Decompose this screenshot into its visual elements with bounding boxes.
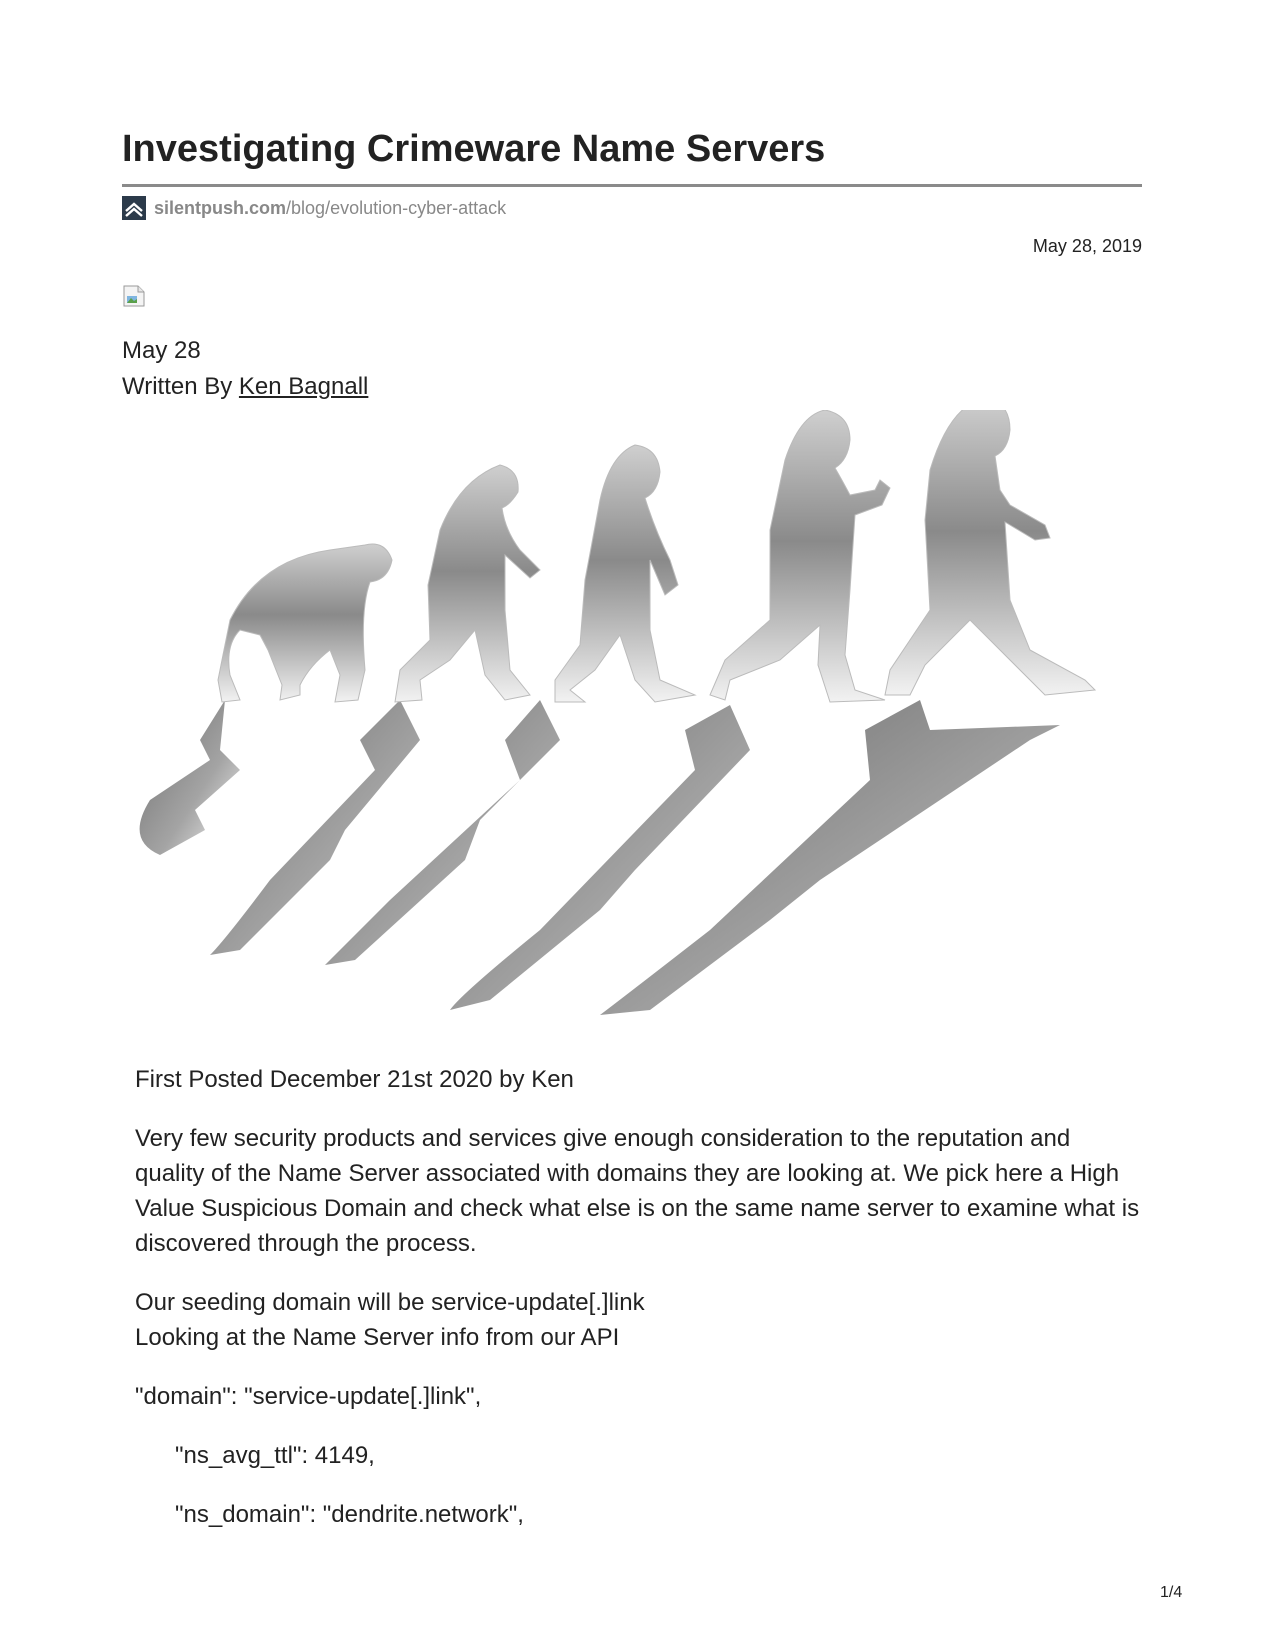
broken-image-icon [122, 284, 146, 308]
article-title: Investigating Crimeware Name Servers [122, 128, 826, 170]
first-posted: First Posted December 21st 2020 by Ken [135, 1066, 574, 1093]
json-ns-domain: "ns_domain": "dendrite.network", [175, 1501, 524, 1528]
source-path: /blog/evolution-cyber-attack [286, 197, 507, 218]
title-divider [122, 184, 1142, 187]
ns-line: Looking at the Name Server info from our API [135, 1324, 620, 1351]
json-domain: "domain": "service-update[.]link", [135, 1383, 482, 1410]
paragraph-seed [135, 1285, 1145, 1355]
post-date: May 28 [122, 337, 201, 364]
written-by-label: Written By [122, 373, 239, 400]
page-number: 1/4 [1160, 1584, 1183, 1601]
source-host: silentpush.com [154, 197, 287, 218]
source-line[interactable] [122, 196, 506, 220]
seed-line: Our seeding domain will be service-update[.]link [135, 1289, 645, 1316]
author-link[interactable]: Ken Bagnall [238, 373, 369, 400]
paragraph-intro: Very few security products and services give enough consideration to the reputation and quality of the Name Server associated with domains they are looking at. We pick here a High Value Suspicious Domain and check what else is on the same name server to examine what is discovered through the process. [135, 1125, 1140, 1257]
article-date: May 28, 2019 [1032, 236, 1142, 256]
site-favicon-icon [122, 196, 146, 220]
json-ns-avg-ttl: "ns_avg_ttl": 4149, [175, 1442, 375, 1469]
article-body [135, 1062, 1145, 1556]
evolution-silhouette-image [130, 410, 1150, 1060]
byline [122, 333, 368, 405]
author-line [122, 369, 368, 405]
